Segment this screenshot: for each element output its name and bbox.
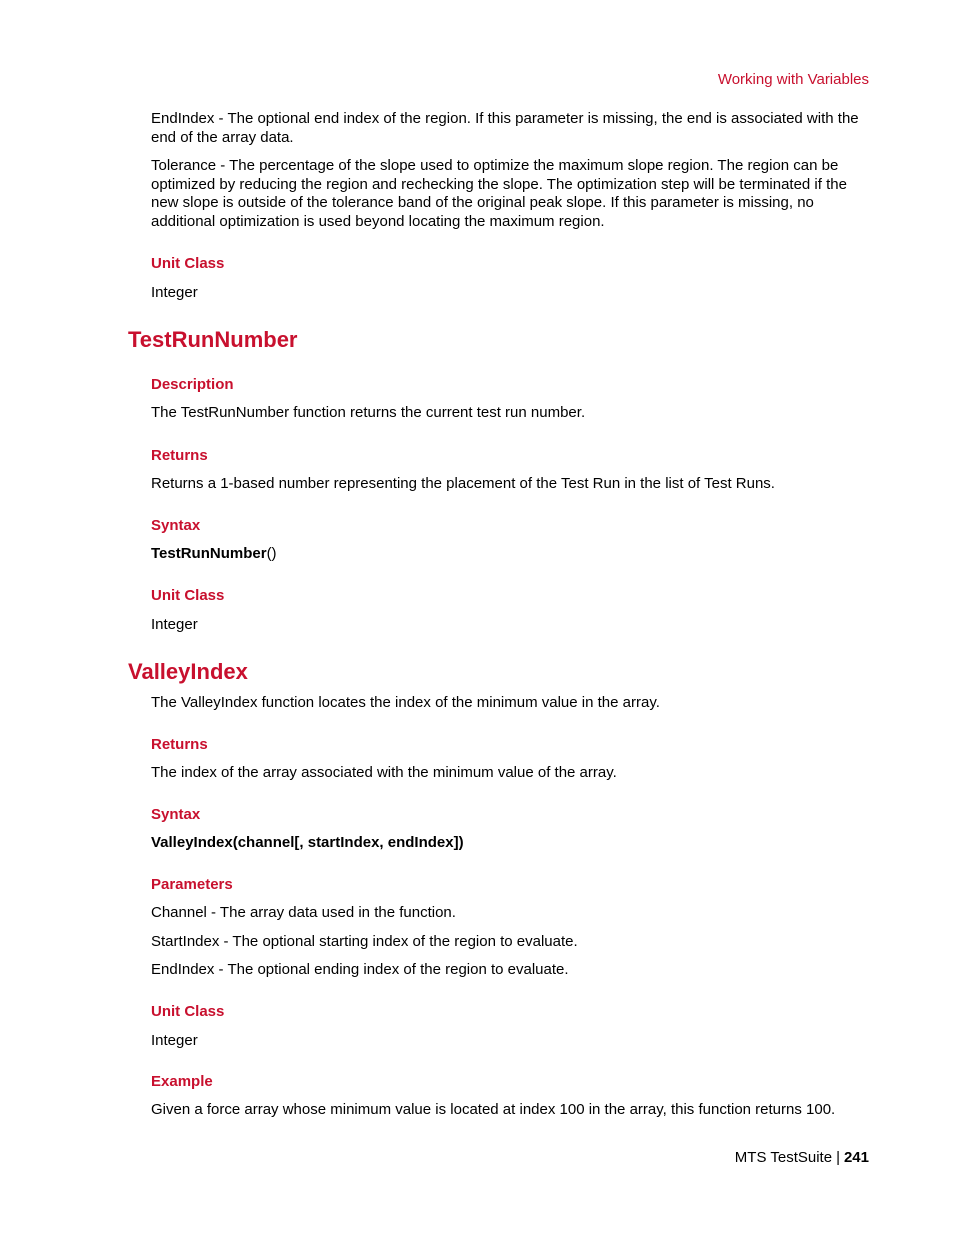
endindex-param: EndIndex - The optional end index of the region. If this parameter is missing, the end is associated with the end of the array data. bbox=[151, 110, 859, 146]
description-text: The TestRunNumber function returns the current test run number. bbox=[151, 404, 586, 421]
footer-separator: | bbox=[836, 1149, 840, 1166]
parameter-item: StartIndex - The optional starting index of the region to evaluate. bbox=[151, 933, 578, 950]
unit-class-heading: Unit Class bbox=[151, 1003, 225, 1020]
returns-text: Returns a 1-based number representing the placement of the Test Run in the list of Test Runs. bbox=[151, 475, 775, 492]
parameters-heading: Parameters bbox=[151, 876, 233, 893]
section-title-testrunnumber: TestRunNumber bbox=[128, 327, 298, 352]
unit-class-heading: Unit Class bbox=[151, 587, 225, 604]
unit-class-value: Integer bbox=[151, 616, 198, 633]
returns-heading: Returns bbox=[151, 736, 208, 753]
parameter-item: Channel - The array data used in the function. bbox=[151, 904, 456, 921]
syntax-heading: Syntax bbox=[151, 517, 201, 534]
section-title-valleyindex: ValleyIndex bbox=[128, 659, 248, 684]
footer-product: MTS TestSuite bbox=[734, 1149, 833, 1166]
page-footer bbox=[735, 1149, 869, 1166]
syntax-text bbox=[151, 545, 873, 564]
running-header: Working with Variables bbox=[717, 71, 869, 88]
unit-class-value: Integer bbox=[151, 284, 198, 301]
tolerance-param: Tolerance - The percentage of the slope used to optimize the maximum slope region. The region can be optimized by reducing the region and rechecking the slope. The optimization step will be terminated if the new slope is outside of the tolerance band of the original peak slope. If this parameter is missing, no additional optimization is used beyond locating the maximum region. bbox=[151, 157, 847, 231]
syntax-args: () bbox=[266, 545, 277, 562]
returns-heading: Returns bbox=[151, 447, 208, 464]
unit-class-heading: Unit Class bbox=[151, 255, 225, 272]
unit-class-value: Integer bbox=[151, 1032, 198, 1049]
parameter-item: EndIndex - The optional ending index of the region to evaluate. bbox=[151, 961, 569, 978]
valleyindex-intro: The ValleyIndex function locates the index of the minimum value in the array. bbox=[151, 694, 660, 711]
page-number: 241 bbox=[843, 1149, 869, 1166]
syntax-text: ValleyIndex(channel[, startIndex, endIndex]) bbox=[151, 834, 464, 851]
syntax-heading: Syntax bbox=[151, 806, 201, 823]
syntax-function-name: TestRunNumber bbox=[151, 545, 267, 562]
description-heading: Description bbox=[151, 376, 234, 393]
returns-text: The index of the array associated with the minimum value of the array. bbox=[151, 764, 617, 781]
example-heading: Example bbox=[151, 1073, 213, 1090]
example-text: Given a force array whose minimum value is located at index 100 in the array, this function returns 100. bbox=[151, 1101, 836, 1118]
